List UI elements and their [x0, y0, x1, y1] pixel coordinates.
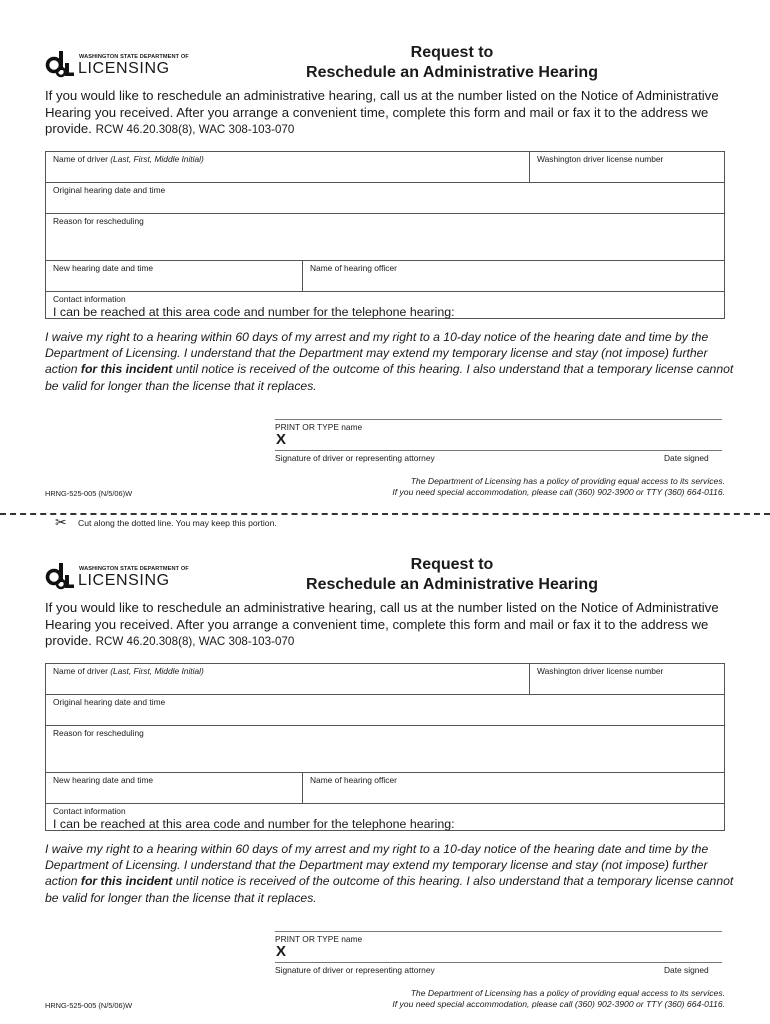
waiver-bold: for this incident — [80, 362, 173, 377]
intro-text: If you would like to reschedule an administrative hearing, call us at the number listed on the Notice of Administrative Hearing you received. After you arrange a convenient time, complete this form and mail or fax it to the address we provide. RCW 46.20.308(8), WAC 308-103-070 — [45, 88, 719, 136]
form-title — [280, 555, 624, 595]
print-name-label: PRINT OR TYPE name — [275, 934, 363, 944]
access-line-1: The Department of Licensing has a policy of providing equal access to its services. — [410, 476, 725, 486]
new-date-label: New hearing date and time — [53, 263, 154, 273]
new-date-field[interactable] — [46, 773, 302, 803]
agency-name: LICENSING — [78, 60, 170, 77]
signature-label: Signature of driver or representing attorney — [275, 453, 435, 463]
print-name-label: PRINT OR TYPE name — [275, 422, 363, 432]
access-notice — [305, 988, 725, 1010]
citation: RCW 46.20.308(8), WAC 308-103-070 — [95, 123, 295, 136]
reason-field[interactable] — [46, 726, 724, 773]
new-date-field[interactable] — [46, 261, 302, 291]
date-signed-label: Date signed — [664, 965, 709, 975]
access-line-2: If you need special accommodation, please call (360) 902-3900 or TTY (360) 664-0116. — [392, 487, 725, 497]
print-name-line[interactable] — [275, 419, 722, 420]
agency-logo — [45, 50, 190, 80]
form-copy-bottom — [0, 512, 770, 1024]
hearing-form-table — [45, 151, 725, 319]
hearing-form-table — [45, 663, 725, 831]
signature-line[interactable] — [275, 450, 722, 451]
officer-label: Name of hearing officer — [310, 263, 397, 273]
driver-name-label: Name of driver — [53, 666, 108, 676]
date-signed-label: Date signed — [664, 453, 709, 463]
form-title — [280, 43, 624, 83]
license-number-label: Washington driver license number — [537, 154, 664, 164]
driver-name-label: Name of driver — [53, 154, 108, 164]
officer-label: Name of hearing officer — [310, 775, 397, 785]
driver-name-field[interactable] — [46, 152, 529, 182]
cut-instruction: Cut along the dotted line. You may keep this portion. — [78, 518, 277, 528]
citation: RCW 46.20.308(8), WAC 308-103-070 — [95, 635, 295, 648]
form-title-line1: Request to — [410, 44, 494, 61]
form-title-line2: Reschedule an Administrative Hearing — [306, 64, 598, 81]
form-number: HRNG-525-005 (N/5/06)W — [45, 1001, 133, 1010]
form-title-line2: Reschedule an Administrative Hearing — [306, 576, 598, 593]
contact-label: Contact information — [53, 294, 126, 304]
row-new-date — [46, 773, 724, 804]
original-date-label: Original hearing date and time — [53, 185, 166, 195]
driver-name-field[interactable] — [46, 664, 529, 694]
reason-label: Reason for rescheduling — [53, 728, 144, 738]
waiver-bold: for this incident — [80, 874, 173, 889]
license-number-field[interactable] — [529, 664, 724, 694]
form-number: HRNG-525-005 (N/5/06)W — [45, 489, 133, 498]
agency-logo — [45, 562, 190, 592]
contact-text: I can be reached at this area code and number for the telephone hearing: — [53, 817, 455, 831]
officer-field[interactable] — [302, 261, 724, 291]
waiver-text: I waive my right to a hearing within 60 days of my arrest and my right to a 10-day notice of the hearing date and time by the Department of Licensing. I understand that the Department may extend my temporary license and stay (not impose) further action for this incident until notice is received of the outcome of this hearing. I also understand that a temporary license cannot be valid for longer than the license that it replaces. — [45, 330, 734, 393]
waiver-text: I waive my right to a hearing within 60 days of my arrest and my right to a 10-day notice of the hearing date and time by the Department of Licensing. I understand that the Department may extend my temporary license and stay (not impose) further action for this incident until notice is received of the outcome of this hearing. I also understand that a temporary license cannot be valid for longer than the license that it replaces. — [45, 842, 734, 905]
reason-label: Reason for rescheduling — [53, 216, 144, 226]
original-date-field[interactable] — [46, 695, 724, 726]
contact-text: I can be reached at this area code and number for the telephone hearing: — [53, 305, 455, 319]
row-new-date — [46, 261, 724, 292]
dol-logo-icon — [45, 50, 75, 78]
reason-field[interactable] — [46, 214, 724, 261]
row-driver — [46, 664, 724, 695]
license-number-field[interactable] — [529, 152, 724, 182]
new-date-label: New hearing date and time — [53, 775, 154, 785]
original-date-label: Original hearing date and time — [53, 697, 166, 707]
agency-dept-line: WASHINGTON STATE DEPARTMENT OF — [79, 54, 189, 60]
license-number-label: Washington driver license number — [537, 666, 664, 676]
agency-dept-line: WASHINGTON STATE DEPARTMENT OF — [79, 566, 189, 572]
signature-x-mark: X — [276, 431, 287, 448]
signature-label: Signature of driver or representing attorney — [275, 965, 435, 975]
signature-line[interactable] — [275, 962, 722, 963]
form-title-line1: Request to — [410, 556, 494, 573]
officer-field[interactable] — [302, 773, 724, 803]
contact-label: Contact information — [53, 806, 126, 816]
row-driver — [46, 152, 724, 183]
driver-name-hint: (Last, First, Middle Initial) — [110, 154, 204, 164]
intro-text: If you would like to reschedule an administrative hearing, call us at the number listed on the Notice of Administrative Hearing you received. After you arrange a convenient time, complete this form and mail or fax it to the address we provide. RCW 46.20.308(8), WAC 308-103-070 — [45, 600, 719, 648]
scissors-icon: ✂ — [55, 514, 67, 530]
agency-name: LICENSING — [78, 572, 170, 589]
access-line-1: The Department of Licensing has a policy of providing equal access to its services. — [410, 988, 725, 998]
contact-field[interactable] — [46, 804, 724, 832]
print-name-line[interactable] — [275, 931, 722, 932]
original-date-field[interactable] — [46, 183, 724, 214]
contact-field[interactable] — [46, 292, 724, 320]
signature-x-mark: X — [276, 943, 287, 960]
access-notice — [305, 476, 725, 498]
access-line-2: If you need special accommodation, please call (360) 902-3900 or TTY (360) 664-0116. — [392, 999, 725, 1009]
dol-logo-icon — [45, 562, 75, 590]
driver-name-hint: (Last, First, Middle Initial) — [110, 666, 204, 676]
